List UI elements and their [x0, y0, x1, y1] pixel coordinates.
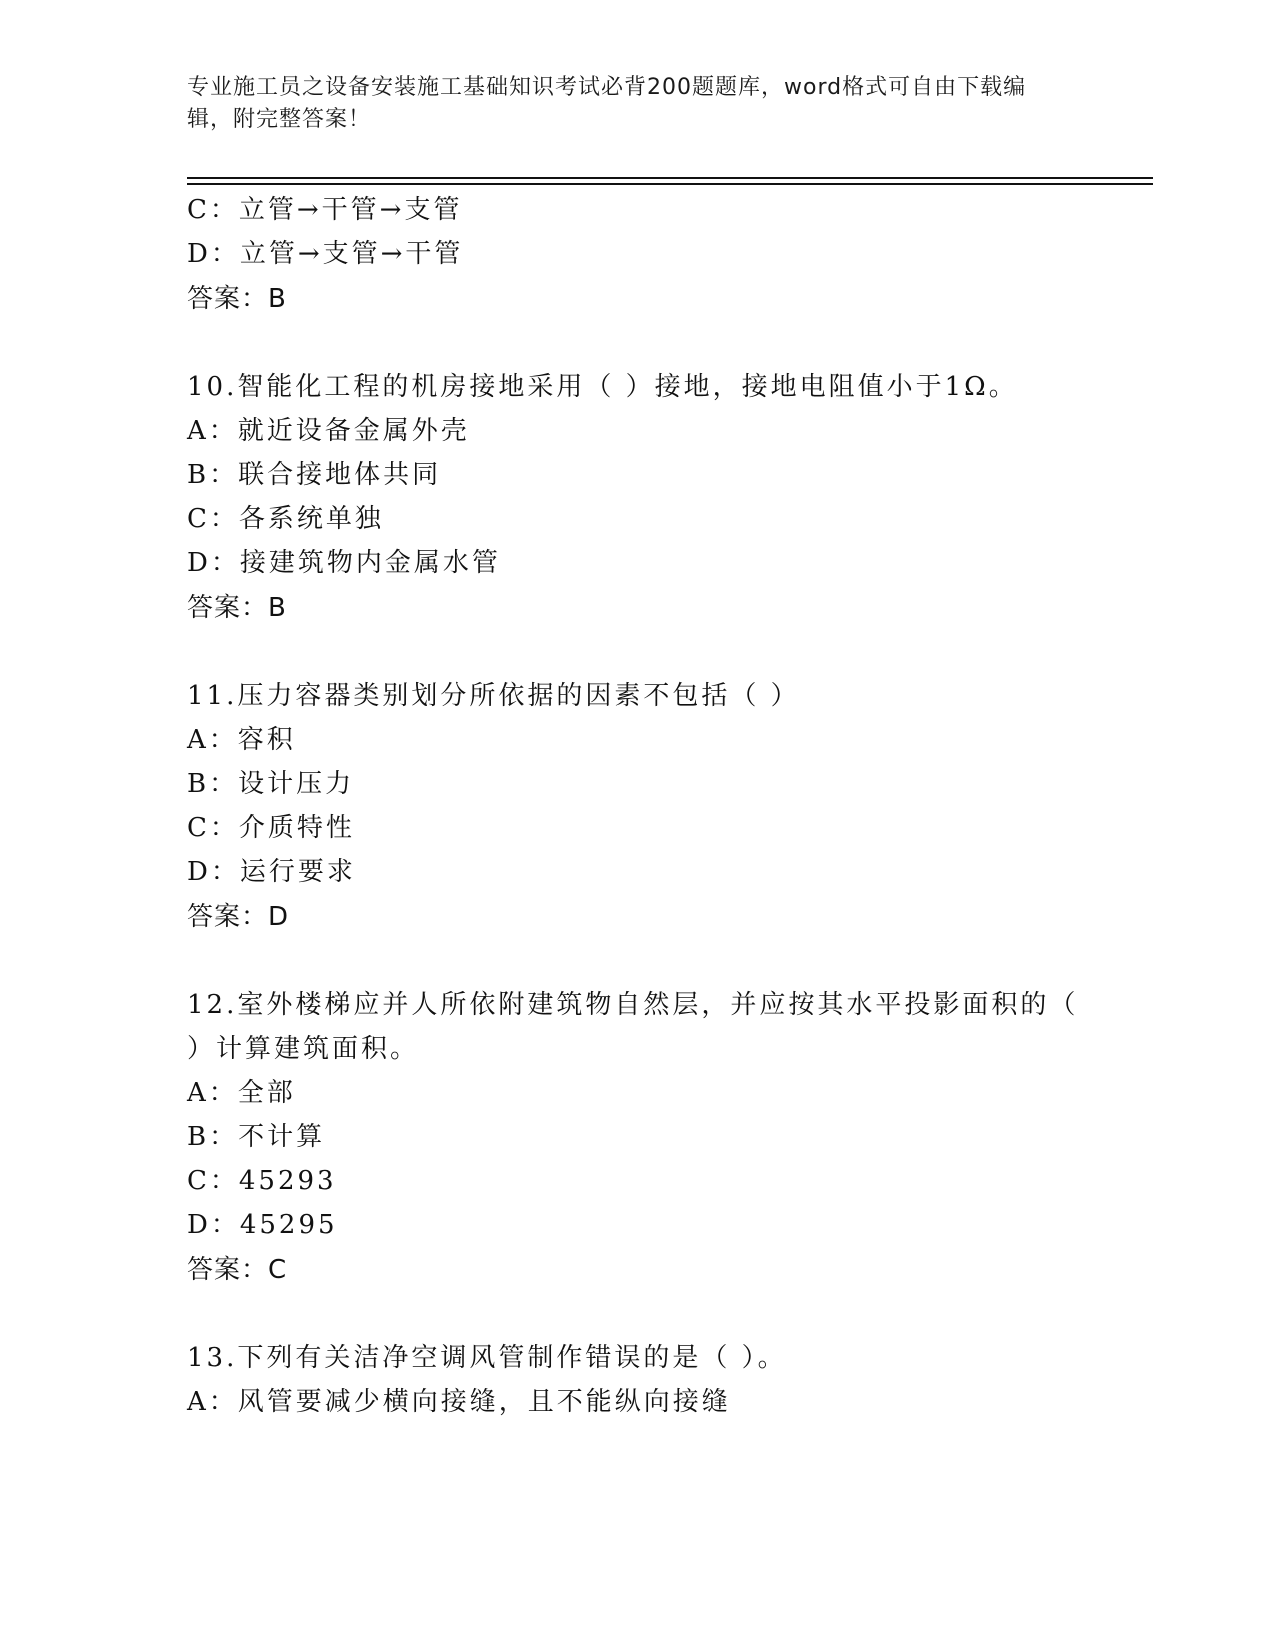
document-header: 专业施工员之设备安装施工基础知识考试必背200题题库，word格式可自由下载编辑，附完整答案！: [187, 75, 1027, 132]
question-11: 11.压力容器类别划分所依据的因素不包括（ ）: [187, 681, 800, 711]
option-a-q13: A：风管要减少横向接缝，且不能纵向接缝: [187, 1387, 731, 1417]
question-12-continued: ）计算建筑面积。: [187, 1034, 420, 1064]
option-d-q10: D：接建筑物内金属水管: [187, 548, 501, 578]
option-a-q11: A：容积: [187, 725, 296, 755]
question-10: 10.智能化工程的机房接地采用（ ）接地，接地电阻值小于1Ω。: [187, 372, 1018, 402]
option-c-q12: C：45293: [187, 1166, 337, 1196]
option-b-q10: B：联合接地体共同: [187, 460, 442, 490]
answer-q12: 答案：C: [187, 1255, 288, 1285]
option-c-q11: C：介质特性: [187, 813, 355, 843]
header-divider-bottom: [187, 183, 1153, 185]
option-b-q12: B：不计算: [187, 1122, 326, 1152]
option-d-q11: D：运行要求: [187, 857, 356, 887]
option-d-q12: D：45295: [187, 1210, 338, 1240]
option-d-q9: D：立管→支管→干管: [187, 239, 464, 269]
answer-q11: 答案：D: [187, 902, 290, 932]
question-12: 12.室外楼梯应并人所依附建筑物自然层，并应按其水平投影面积的（: [187, 990, 1079, 1020]
option-a-q10: A：就近设备金属外壳: [187, 416, 470, 446]
option-c-q10: C：各系统单独: [187, 504, 384, 534]
option-b-q11: B：设计压力: [187, 769, 355, 799]
answer-q10: 答案：B: [187, 593, 287, 623]
header-divider-top: [187, 177, 1153, 179]
answer-q9: 答案：B: [187, 284, 287, 314]
question-13: 13.下列有关洁净空调风管制作错误的是（ ）。: [187, 1343, 787, 1373]
option-c-q9: C：立管→干管→支管: [187, 195, 463, 225]
option-a-q12: A：全部: [187, 1078, 296, 1108]
